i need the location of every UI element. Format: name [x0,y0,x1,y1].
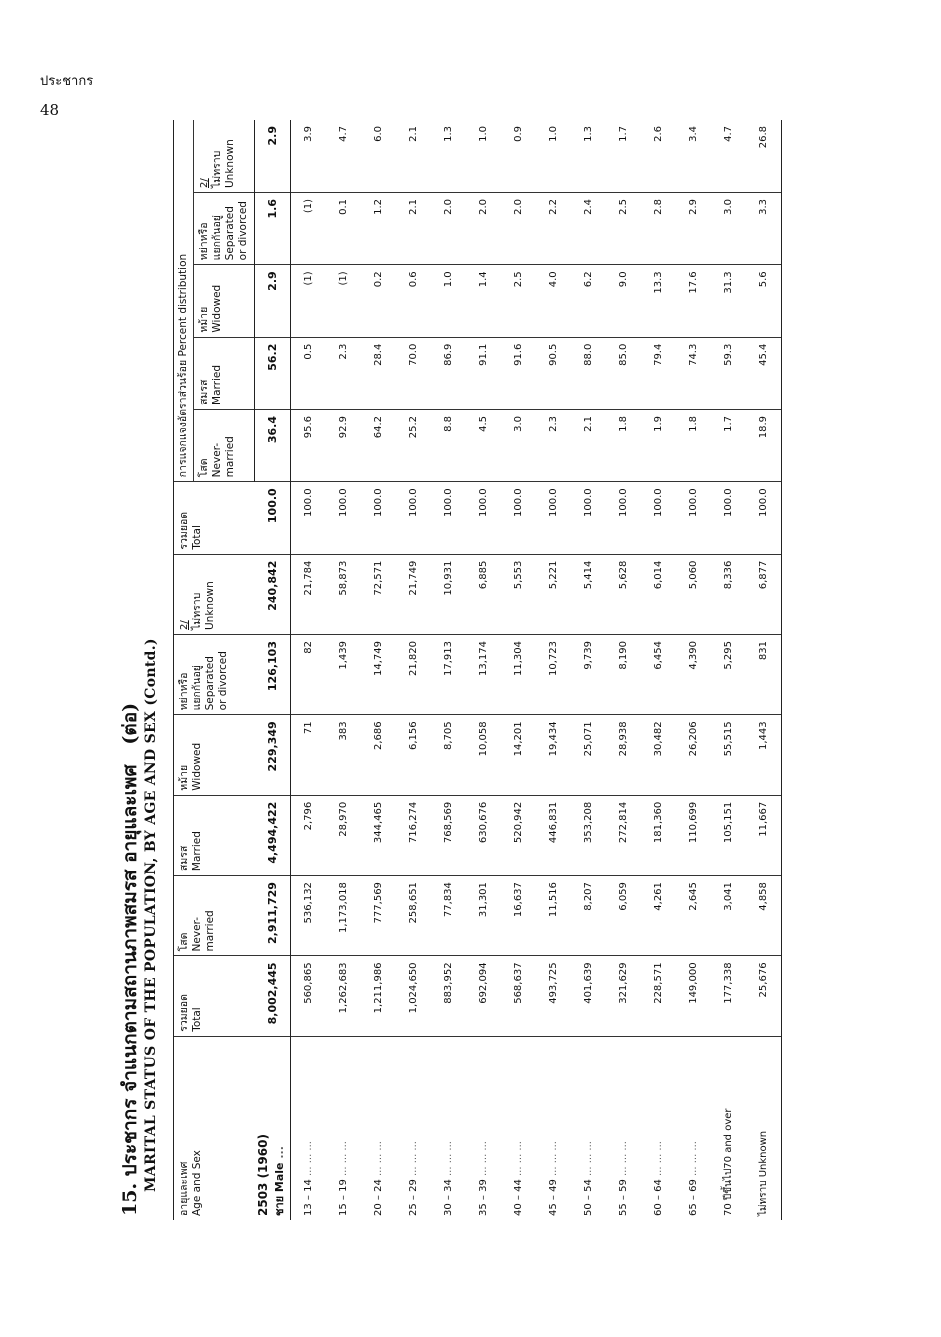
table-cell: 2.6 [641,120,676,193]
age-sex-label: 45 – 49 [548,1179,559,1216]
table-cell: 18.9 [746,409,782,481]
table-cell: 30,482 [641,715,676,795]
table-cell: 6,877 [746,554,782,634]
table-cell: 149,000 [676,956,711,1036]
table-cell: 493,725 [536,956,571,1036]
table-cell: 2.1 [396,120,431,193]
header-separated-thai2: แยกกันอยู่ [191,665,203,711]
table-cell: 0.5 [291,337,327,409]
table-cell: 14,749 [361,635,396,715]
table-cell: 520,942 [501,795,536,875]
table-cell: 2.9 [255,120,291,193]
table-cell: 1.4 [466,265,501,337]
header-pct-never-married [194,409,255,481]
header-widowed [174,715,255,795]
age-sex-label: ไม่ทราบ Unknown [758,1130,769,1216]
table-cell: 2.8 [641,193,676,265]
age-sex-label: 55 – 59 [618,1179,629,1216]
row-label [606,1036,641,1220]
table-cell: 100.0 [466,482,501,554]
table-cell: 353,208 [571,795,606,875]
table-container [173,120,782,1220]
leader-dots: ... ... ... [583,1141,594,1176]
header-pct-widowed-thai: หม้าย [198,306,210,333]
header-separated [174,635,255,715]
table-cell: 82 [291,635,327,715]
table-cell: 777,569 [361,876,396,956]
table-cell: 10,931 [431,554,466,634]
table-cell: 5,553 [501,554,536,634]
header-unknown [174,554,255,634]
header-pct-total-thai: รวมยอด [178,511,190,550]
header-age-sex-en: Age and Sex [191,1150,203,1216]
header-age-sex [174,1036,255,1220]
table-cell: 11,667 [746,795,782,875]
table-cell: 3.0 [501,409,536,481]
table-cell: 88.0 [571,337,606,409]
table-cell: 8,705 [431,715,466,795]
page-number: 48 [40,101,60,119]
row-label [641,1036,676,1220]
row-label [326,1036,361,1220]
table-cell: 11,304 [501,635,536,715]
header-age-sex-thai: อายุและเพศ [178,1161,190,1216]
row-label [255,1036,291,1220]
table-cell: 2.9 [676,193,711,265]
table-cell: 258,651 [396,876,431,956]
table-cell: 2.5 [606,193,641,265]
table-cell: 10,723 [536,635,571,715]
row-label [291,1036,327,1220]
table-cell: 1,443 [746,715,782,795]
table-cell: 1.7 [711,409,746,481]
table-cell: 5,295 [711,635,746,715]
header-pct-separated-thai2: แยกกันอยู่ [211,215,223,261]
table-cell: 17,913 [431,635,466,715]
header-pct-married-thai: สมรส [198,379,210,405]
table-cell: 79.4 [641,337,676,409]
leader-dots: ... ... ... [303,1141,314,1176]
table-cell: 11,516 [536,876,571,956]
table-cell: 31.3 [711,265,746,337]
table-cell: 2.1 [571,409,606,481]
header-pct-widowed-en: Widowed [211,284,223,333]
table-cell: 181,360 [641,795,676,875]
table-cell: 26,206 [676,715,711,795]
table-cell: 446,831 [536,795,571,875]
leader-dots: ... ... ... [548,1141,559,1176]
header-never-married [174,876,255,956]
table-cell: 100.0 [431,482,466,554]
table-cell: 8,190 [606,635,641,715]
header-pct-widowed [194,265,255,337]
table-cell: 59.3 [711,337,746,409]
row-label [431,1036,466,1220]
table-cell: 2.4 [571,193,606,265]
header-separated-en2: or divorced [217,651,229,711]
header-pct-unknown-thai: ไม่ทราบ [211,150,223,188]
table-cell: 21,820 [396,635,431,715]
table-cell: 2.1 [396,193,431,265]
table-cell: 2,686 [361,715,396,795]
table-cell: 272,814 [606,795,641,875]
table-row [466,120,501,1220]
row-label [396,1036,431,1220]
table-row [711,120,746,1220]
table-cell: 1,439 [326,635,361,715]
row-label [711,1036,746,1220]
table-cell: (1) [291,193,327,265]
year-label: 2503 (1960) [255,1134,270,1216]
header-pct-total-en: Total [191,525,203,550]
table-cell: 2,645 [676,876,711,956]
header-pct-unknown [194,120,255,193]
table-cell: 4,261 [641,876,676,956]
table-row [676,120,711,1220]
header-separated-en1: Separated [204,656,216,711]
table-cell: 70.0 [396,337,431,409]
row-label [571,1036,606,1220]
table-cell: 716,274 [396,795,431,875]
leader-dots: ... ... ... [443,1141,454,1176]
table-cell: 6,059 [606,876,641,956]
table-cell: 28,938 [606,715,641,795]
table-cell: 100.0 [606,482,641,554]
table-cell: 1.2 [361,193,396,265]
table-cell: 92.9 [326,409,361,481]
table-cell: 100.0 [641,482,676,554]
table-cell: 4.5 [466,409,501,481]
table-cell: 2.0 [501,193,536,265]
table-cell: 100.0 [255,482,291,554]
table-cell: 74.3 [676,337,711,409]
table-cell: 0.9 [501,120,536,193]
table-cell: 2.2 [536,193,571,265]
table-cell: 8,002,445 [255,956,291,1036]
marital-status-table [173,120,782,1220]
table-cell: (1) [291,265,327,337]
table-body [255,120,782,1220]
row-label [361,1036,396,1220]
header-pct-unknown-en: Unknown [224,139,236,188]
table-cell: 240,842 [255,554,291,634]
header-percent-distribution: การแจกแจงอัตราส่วนร้อย Percent distribution [174,120,194,482]
header-pct-never-married-en1: Never- [211,442,223,478]
leader-dots: ... ... ... [688,1141,699,1176]
table-cell: 2.0 [466,193,501,265]
table-cell: 6.2 [571,265,606,337]
table-cell: 91.6 [501,337,536,409]
table-cell: 72,571 [361,554,396,634]
table-cell: 26.8 [746,120,782,193]
table-cell: 3,041 [711,876,746,956]
header-pct-never-married-en2: married [224,436,236,478]
table-cell: 1.7 [606,120,641,193]
table-row [291,120,327,1220]
title-thai-text: ประชากร จำแนกตามสถานภาพสมรส อายุและเพศ [119,764,141,1177]
table-cell: 55,515 [711,715,746,795]
header-total-en: Total [191,1007,203,1032]
table-cell: 0.1 [326,193,361,265]
table-cell: 4.7 [326,120,361,193]
table-cell: 86.9 [431,337,466,409]
header-unknown-en: Unknown [204,581,216,630]
table-cell: 36.4 [255,409,291,481]
table-cell: 17.6 [676,265,711,337]
table-cell: 1.8 [676,409,711,481]
table-cell: 6,885 [466,554,501,634]
table-cell: 3.3 [746,193,782,265]
table-cell: 77,834 [431,876,466,956]
table-cell: 21,749 [396,554,431,634]
header-pct-married [194,337,255,409]
table-cell: 401,639 [571,956,606,1036]
table-cell: 9,739 [571,635,606,715]
table-titles [115,120,171,1220]
header-married [174,795,255,875]
table-cell: 56.2 [255,337,291,409]
age-sex-label: 40 – 44 [513,1179,524,1216]
table-cell: 1,024,650 [396,956,431,1036]
table-cell: 100.0 [291,482,327,554]
table-cell: 1.6 [255,193,291,265]
table-cell: 28.4 [361,337,396,409]
table-cell: 883,952 [431,956,466,1036]
table-cell: 831 [746,635,782,715]
table-cell: 1.0 [431,265,466,337]
table-cell: 383 [326,715,361,795]
table-row [641,120,676,1220]
header-never-married-en1: Never- [191,917,203,952]
age-sex-label: 70 ปีขึ้นไป70 and over [723,1108,734,1216]
table-cell: 31,301 [466,876,501,956]
table-cell: 344,465 [361,795,396,875]
header-pct-married-en: Married [211,364,223,405]
table-cell: 100.0 [571,482,606,554]
row-label [536,1036,571,1220]
table-cell: 2.0 [431,193,466,265]
table-cell: 64.2 [361,409,396,481]
table-cell: 85.0 [606,337,641,409]
table-cell: 2.5 [501,265,536,337]
table-cell: 8,207 [571,876,606,956]
table-cell: 5,628 [606,554,641,634]
table-cell: 6.0 [361,120,396,193]
table-cell: 177,338 [711,956,746,1036]
table-cell: 2,796 [291,795,327,875]
table-cell: 2.3 [536,409,571,481]
leader-dots: ... [272,1146,286,1159]
table-cell: 568,637 [501,956,536,1036]
table-cell: 1.9 [641,409,676,481]
leader-dots: ... ... ... [373,1141,384,1176]
table-cell: 100.0 [676,482,711,554]
table-cell: 25.2 [396,409,431,481]
table-cell: 21,784 [291,554,327,634]
header-unknown-thai: ไม่ทราบ [191,592,203,630]
table-cell: 6,014 [641,554,676,634]
table-cell: 10,058 [466,715,501,795]
header-pct-never-married-thai: โสด [198,458,210,478]
table-row [746,120,782,1220]
table-cell: 1,211,986 [361,956,396,1036]
title-contd: (ต่อ) [119,702,141,745]
table-cell: 100.0 [501,482,536,554]
header-separated-thai1: หย่าหรือ [178,672,190,711]
table-cell: (1) [326,265,361,337]
table-cell: 6,156 [396,715,431,795]
table-cell: 2.3 [326,337,361,409]
table-cell: 0.2 [361,265,396,337]
age-sex-label: 35 – 39 [478,1179,489,1216]
header-married-en: Married [191,831,203,872]
rotated-table-page [115,120,855,1220]
table-cell: 90.5 [536,337,571,409]
table-cell: 95.6 [291,409,327,481]
table-cell: 105,151 [711,795,746,875]
table-cell: 5,060 [676,554,711,634]
table-number: 15. [119,1182,141,1216]
table-cell: 1.0 [536,120,571,193]
table-cell: 4,494,422 [255,795,291,875]
table-title-thai [115,703,145,1216]
age-sex-label: 25 – 29 [408,1179,419,1216]
footnote-mark: 2/ [179,620,190,630]
running-head: ประชากร [40,74,94,89]
table-cell: 110,699 [676,795,711,875]
table-cell: 2,911,729 [255,876,291,956]
table-cell: 5.6 [746,265,782,337]
table-row [255,120,291,1220]
header-widowed-thai: หม้าย [178,764,190,791]
leader-dots: ... ... ... [513,1141,524,1176]
table-cell: 228,571 [641,956,676,1036]
table-cell: 1.8 [606,409,641,481]
table-row [536,120,571,1220]
header-never-married-thai: โสด [178,932,190,952]
table-cell: 100.0 [536,482,571,554]
table-cell: 100.0 [396,482,431,554]
header-widowed-en: Widowed [191,742,203,791]
age-sex-label: 20 – 24 [373,1179,384,1216]
table-cell: 1.3 [431,120,466,193]
leader-dots: ... ... ... [478,1141,489,1176]
table-cell: 9.0 [606,265,641,337]
header-total-thai: รวมยอด [178,994,190,1032]
table-cell: 16,637 [501,876,536,956]
table-cell: 1.3 [571,120,606,193]
header-pct-separated-thai1: หย่าหรือ [198,222,210,261]
table-cell: 3.0 [711,193,746,265]
table-cell: 1,173,018 [326,876,361,956]
table-cell: 692,094 [466,956,501,1036]
table-cell: 536,132 [291,876,327,956]
table-cell: 13.3 [641,265,676,337]
table-title-english: MARITAL STATUS OF THE POPULATION, BY AGE AND SEX (Contd.) [143,638,159,1192]
table-cell: 6,454 [641,635,676,715]
table-row [571,120,606,1220]
row-label [676,1036,711,1220]
age-sex-label: 50 – 54 [583,1179,594,1216]
leader-dots: ... ... ... [653,1141,664,1176]
table-row [606,120,641,1220]
table-cell: 2.9 [255,265,291,337]
table-cell: 229,349 [255,715,291,795]
table-cell: 13,174 [466,635,501,715]
table-cell: 321,629 [606,956,641,1036]
age-sex-label: ชาย Male [272,1162,286,1216]
table-cell: 100.0 [711,482,746,554]
age-sex-label: 15 – 19 [338,1179,349,1216]
table-cell: 768,569 [431,795,466,875]
table-cell: 4.7 [711,120,746,193]
table-cell: 100.0 [361,482,396,554]
table-cell: 1.0 [466,120,501,193]
row-label [501,1036,536,1220]
table-cell: 5,414 [571,554,606,634]
header-pct-separated-en2: or divorced [237,201,249,261]
table-cell: 560,865 [291,956,327,1036]
table-row [431,120,466,1220]
table-cell: 25,071 [571,715,606,795]
age-sex-label: 65 – 69 [688,1179,699,1216]
table-cell: 126,103 [255,635,291,715]
age-sex-label: 30 – 34 [443,1179,454,1216]
pct-footnote-mark: 2/ [199,178,210,188]
table-cell: 45.4 [746,337,782,409]
age-sex-label: 60 – 64 [653,1179,664,1216]
table-cell: 4.0 [536,265,571,337]
header-never-married-en2: married [204,910,216,952]
table-row [501,120,536,1220]
row-label [466,1036,501,1220]
table-cell: 4,390 [676,635,711,715]
table-cell: 14,201 [501,715,536,795]
header-pct-separated-en1: Separated [224,206,236,261]
header-pct-separated [194,193,255,265]
age-sex-label: 13 – 14 [303,1179,314,1216]
table-cell: 8.8 [431,409,466,481]
table-cell: 3.4 [676,120,711,193]
row-label [746,1036,782,1220]
table-cell: 91.1 [466,337,501,409]
table-row [396,120,431,1220]
table-row [326,120,361,1220]
table-cell: 0.6 [396,265,431,337]
header-total [174,956,255,1036]
table-cell: 5,221 [536,554,571,634]
table-cell: 25,676 [746,956,782,1036]
table-cell: 28,970 [326,795,361,875]
leader-dots: ... ... ... [618,1141,629,1176]
table-row [361,120,396,1220]
table-cell: 3.9 [291,120,327,193]
header-pct-total [174,482,255,554]
table-cell: 4,858 [746,876,782,956]
header-married-thai: สมรส [178,845,190,872]
table-cell: 19,434 [536,715,571,795]
table-cell: 8,336 [711,554,746,634]
table-cell: 71 [291,715,327,795]
table-cell: 1,262,683 [326,956,361,1036]
table-cell: 100.0 [746,482,782,554]
leader-dots: ... ... ... [408,1141,419,1176]
table-cell: 100.0 [326,482,361,554]
table-cell: 58,873 [326,554,361,634]
leader-dots: ... ... ... [338,1141,349,1176]
table-cell: 630,676 [466,795,501,875]
